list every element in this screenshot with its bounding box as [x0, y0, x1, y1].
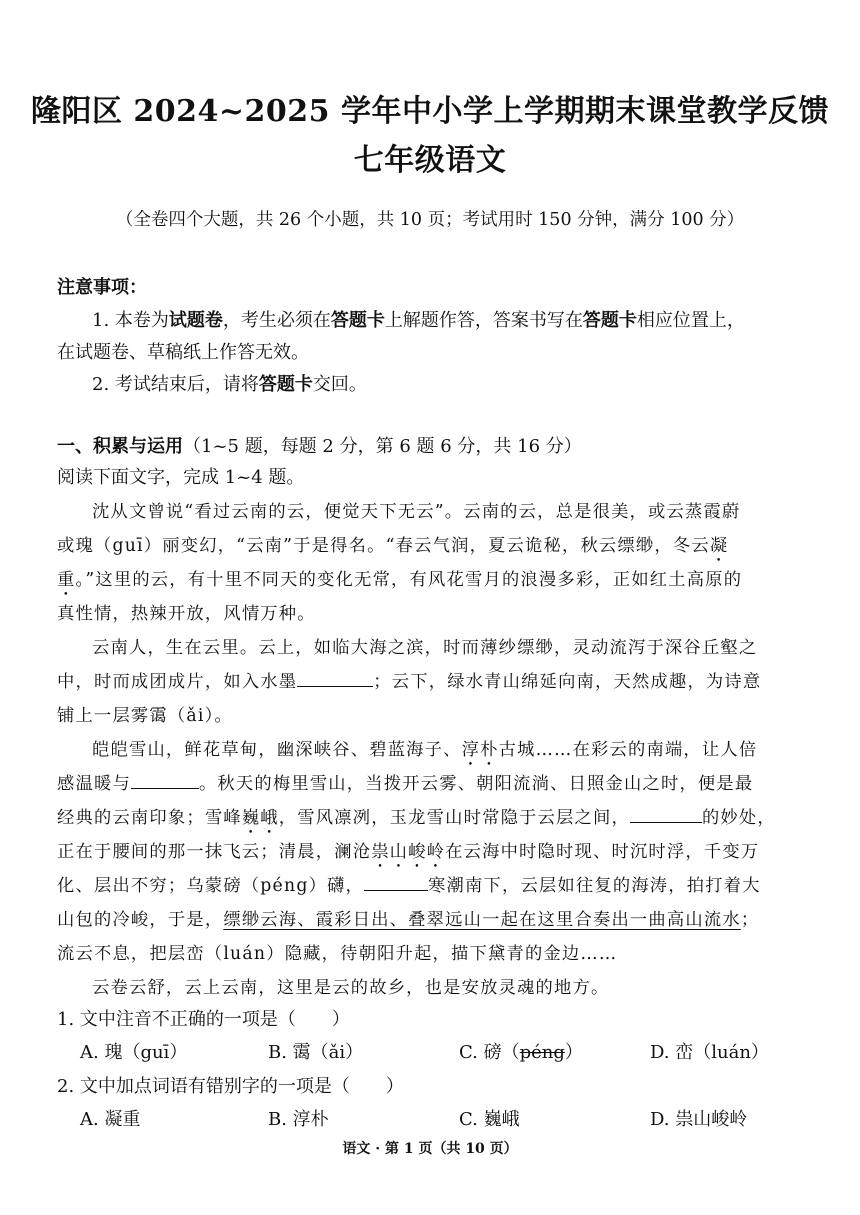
question-1-option-d: D. 峦（luán） — [650, 1042, 769, 1063]
section-1-heading: 一、积累与运用（1~5 题，每题 2 分，第 6 题 6 分，共 16 分） — [57, 436, 582, 457]
section-1-instruction: 阅读下面文字，完成 1~4 题。 — [57, 467, 305, 488]
fill-blank-2 — [131, 774, 199, 789]
dotted-word: 淳朴 — [461, 740, 499, 760]
notes-heading: 注意事项： — [57, 277, 147, 298]
dotted-word: 凝 — [709, 536, 729, 556]
question-2-option-d: D. 祟山峻岭 — [650, 1109, 748, 1130]
struck-pinyin: péng — [519, 1042, 565, 1063]
question-1-option-a: A. 瑰（guī） — [80, 1042, 188, 1063]
passage-line-11: 正在于腰间的那一抹飞云；清晨，澜沧祟山峻岭在云海中时隐时现、时沉时浮，千变万 — [57, 842, 760, 862]
passage-line-14: 流云不息，把层峦（luán）隐藏，待朝阳升起，描下黛青的金边…… — [57, 944, 618, 964]
passage-line-15: 云卷云舒，云上云南，这里是云的故乡，也是安放灵魂的地方。 — [92, 978, 610, 998]
underlined-sentence: 缥缈云海、霞彩日出、叠翠远山一起在这里合奏出一曲高山流水 — [223, 910, 741, 930]
notes-item-1-cont: 在试题卷、草稿纸上作答无效。 — [57, 342, 309, 363]
exam-subject: 七年级语文 — [353, 143, 507, 178]
passage-line-5: 云南人，生在云里。云上，如临大海之滨，时而薄纱缥缈，灵动流泻于深谷丘壑之 — [92, 638, 758, 658]
dotted-word: 巍峨 — [241, 808, 279, 828]
fill-blank-1 — [297, 672, 373, 687]
passage-line-6: 中，时而成团成片，如入水墨 ；云下，绿水青山绵延向南，天然成趣，为诗意 — [57, 672, 762, 692]
question-2-option-a: A. 凝重 — [80, 1109, 141, 1130]
fill-blank-3 — [630, 808, 702, 823]
notes-item-1: 1. 本卷为试题卷，考生必须在答题卡上解题作答，答案书写在答题卡相应位置上， — [92, 310, 745, 331]
question-1-option-b: B. 霭（ǎi） — [268, 1042, 364, 1063]
passage-line-2: 或瑰（guī）丽变幻，“云南”于是得名。“春云气润，夏云诡秘，秋云缥缈，冬云凝 — [57, 536, 729, 556]
question-1-stem: 1. 文中注音不正确的一项是（ ） — [57, 1009, 350, 1030]
notes-item-2: 2. 考试结束后，请将答题卡交回。 — [92, 374, 367, 395]
passage-line-12: 化、层出不穷；乌蒙磅（péng）礴， 寒潮南下，云层如往复的海涛，拍打着大 — [57, 876, 761, 896]
question-1-option-c: C. 磅（péng） — [459, 1042, 583, 1063]
passage-line-9: 感温暖与 。秋天的梅里雪山，当拨开云雾、朝阳流淌、日照金山之时，便是最 — [57, 774, 754, 794]
passage-line-8: 皑皑雪山，鲜花草甸，幽深峡谷、碧蓝海子、淳朴古城……在彩云的南端，让人倍 — [92, 740, 758, 760]
dotted-word: 祟山峻岭 — [371, 842, 446, 862]
page-footer: 语文 · 第 1 页（共 10 页） — [342, 1141, 518, 1157]
exam-title: 隆阳区 2024~2025 学年中小学上学期期末课堂教学反馈 — [30, 94, 830, 129]
fill-blank-4 — [364, 876, 428, 891]
question-2-option-c: C. 巍峨 — [459, 1109, 520, 1130]
passage-line-1: 沈从文曾说“看过云南的云，便觉天下无云”。云南的云，总是很美，或云蒸霞蔚 — [92, 502, 741, 522]
passage-line-13: 山包的冷峻，于是，缥缈云海、霞彩日出、叠翠远山一起在这里合奏出一曲高山流水； — [57, 910, 760, 930]
passage-line-3: 重。”这里的云，有十里不同天的变化无常，有风花雪月的浪漫多彩，正如红土高原的 — [57, 570, 743, 590]
question-2-stem: 2. 文中加点词语有错别字的一项是（ ） — [57, 1076, 404, 1097]
question-2-option-b: B. 淳朴 — [268, 1109, 329, 1130]
passage-line-7: 铺上一层雾霭（ǎi）。 — [57, 706, 233, 726]
passage-line-4: 真性情，热辣开放，风情万种。 — [57, 604, 316, 624]
dotted-word: 重 — [57, 570, 76, 590]
passage-line-10: 经典的云南印象；雪峰巍峨，雪风凛冽，玉龙雪山时常隐于云层之间， 的妙处， — [57, 808, 776, 828]
exam-info: （全卷四个大题，共 26 个小题，共 10 页；考试用时 150 分钟，满分 100 分） — [115, 210, 745, 230]
